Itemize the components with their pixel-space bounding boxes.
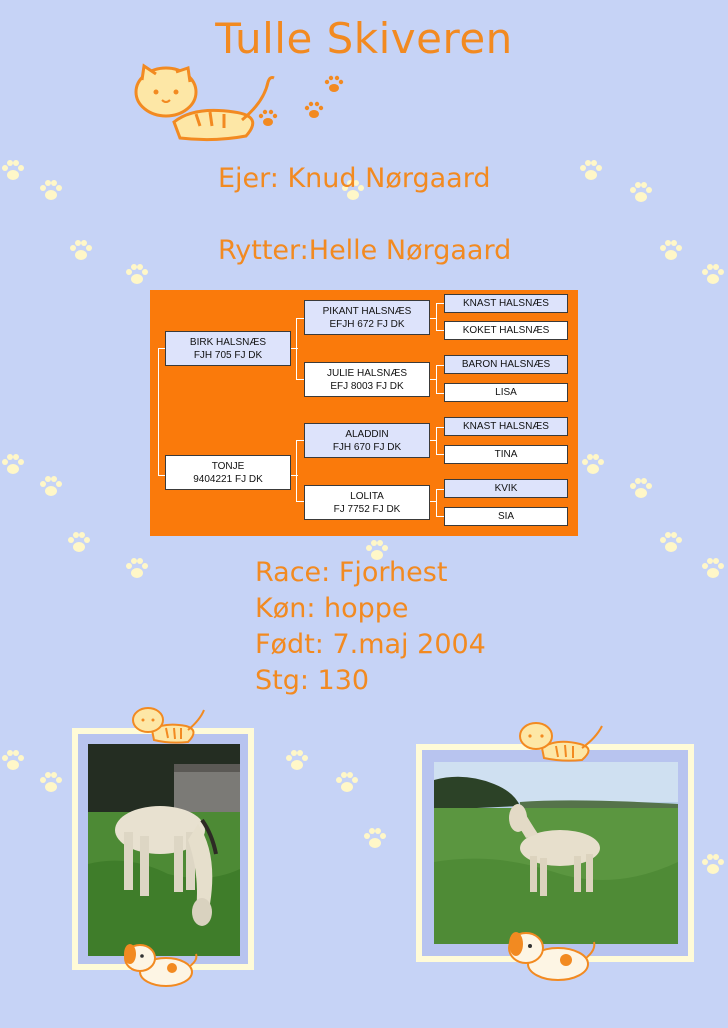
cat-icon <box>134 62 354 144</box>
pedigree-dam <box>165 455 291 490</box>
pedigree-connector <box>158 348 159 476</box>
pedigree-name: LOLITA <box>350 491 384 502</box>
pedigree-sire-sire <box>304 300 430 335</box>
paw-print-icon <box>0 158 26 184</box>
dog-icon <box>506 926 598 986</box>
pedigree-ggp: KOKET HALSNÆS <box>444 321 568 340</box>
pedigree-ggp: KNAST HALSNÆS <box>444 294 568 313</box>
pedigree-ggp: KVIK <box>444 479 568 498</box>
pedigree-reg: FJH 705 FJ DK <box>193 350 263 361</box>
pedigree-ggp: BARON HALSNÆS <box>444 355 568 374</box>
paw-print-icon <box>0 748 26 774</box>
pedigree-ggp: TINA <box>444 445 568 464</box>
horse-photo-right[interactable] <box>434 762 678 944</box>
pedigree-connector <box>436 489 444 490</box>
paw-print-icon <box>700 852 726 878</box>
cat-icon <box>130 700 210 746</box>
horse-facts <box>255 555 486 699</box>
pedigree-ggp: SIA <box>444 507 568 526</box>
pedigree-reg: FJ 7752 FJ DK <box>333 504 401 515</box>
pedigree-reg: EFJ 8003 FJ DK <box>330 381 404 392</box>
paw-print-icon <box>334 770 360 796</box>
photo-frame-left <box>72 728 254 970</box>
pedigree-connector <box>436 365 444 366</box>
paw-print-icon <box>628 180 654 206</box>
paw-print-icon <box>0 452 26 478</box>
paw-print-icon <box>68 238 94 264</box>
pedigree-ggp: KNAST HALSNÆS <box>444 417 568 436</box>
paw-print-icon <box>38 474 64 500</box>
rider-text: Rytter:Helle Nørgaard <box>218 235 512 266</box>
pedigree-connector <box>436 303 437 331</box>
pedigree-name: BIRK HALSNÆS <box>189 337 267 348</box>
pedigree-ggp: LISA <box>444 383 568 402</box>
pedigree-reg: 9404221 FJ DK <box>193 474 263 485</box>
born-text: Født: 7.maj 2004 <box>255 629 486 660</box>
paw-print-icon <box>580 452 606 478</box>
pedigree-connector <box>296 318 297 380</box>
paw-print-icon <box>38 178 64 204</box>
pedigree-name: ALADDIN <box>345 429 389 440</box>
pedigree-connector <box>296 440 297 502</box>
paw-print-icon <box>700 556 726 582</box>
pedigree-chart <box>150 290 578 536</box>
paw-print-icon <box>284 748 310 774</box>
pedigree-connector <box>436 427 444 428</box>
owner-text: Ejer: Knud Nørgaard <box>218 163 491 194</box>
pedigree-connector <box>436 489 437 517</box>
pedigree-reg: EFJH 672 FJ DK <box>329 319 405 330</box>
pedigree-sire-dam <box>304 362 430 397</box>
pedigree-connector <box>436 454 444 455</box>
pedigree-name: TONJE <box>211 461 245 472</box>
pedigree-connector <box>296 440 304 441</box>
paw-print-icon <box>658 530 684 556</box>
paw-print-icon <box>700 262 726 288</box>
pedigree-connector <box>436 330 444 331</box>
pedigree-connector <box>436 393 444 394</box>
pedigree-reg: FJH 670 FJ DK <box>332 442 402 453</box>
paw-print-icon <box>38 770 64 796</box>
paw-print-icon <box>124 556 150 582</box>
pedigree-connector <box>296 501 304 502</box>
pedigree-name: PIKANT HALSNÆS <box>322 306 412 317</box>
pedigree-dam-dam <box>304 485 430 520</box>
pedigree-connector <box>436 427 437 455</box>
cat-icon <box>516 716 608 764</box>
pedigree-connector <box>296 318 304 319</box>
sex-text: Køn: hoppe <box>255 593 409 624</box>
paw-print-icon <box>66 530 92 556</box>
page-title: Tulle Skiveren <box>215 14 513 63</box>
pedigree-sire <box>165 331 291 366</box>
height-text: Stg: 130 <box>255 665 370 696</box>
dog-icon <box>122 938 200 990</box>
pedigree-connector <box>436 303 444 304</box>
pedigree-connector <box>296 379 304 380</box>
pedigree-dam-sire <box>304 423 430 458</box>
pedigree-connector <box>436 365 437 393</box>
horse-photo-left[interactable] <box>88 744 240 956</box>
paw-print-icon <box>124 262 150 288</box>
paw-print-icon <box>628 476 654 502</box>
pedigree-name: JULIE HALSNÆS <box>326 368 408 379</box>
paw-print-icon <box>362 826 388 852</box>
paw-print-icon <box>658 238 684 264</box>
pedigree-connector <box>436 516 444 517</box>
race-text: Race: Fjorhest <box>255 557 448 588</box>
paw-print-icon <box>578 158 604 184</box>
